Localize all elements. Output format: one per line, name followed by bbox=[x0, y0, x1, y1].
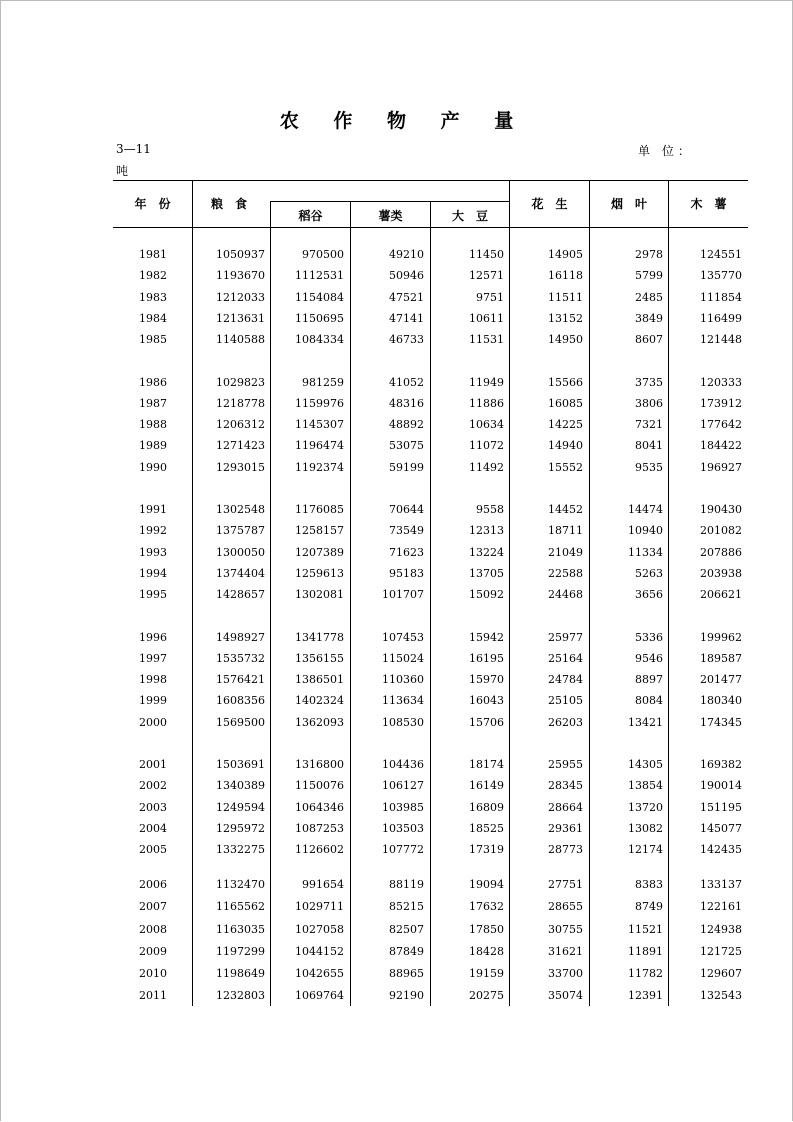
table-row bbox=[113, 373, 748, 393]
cell-cassava: 121725 bbox=[700, 944, 742, 958]
cell-cassava: 116499 bbox=[700, 311, 742, 325]
cell-tobacco: 8041 bbox=[635, 439, 663, 453]
cell-tobacco: 13082 bbox=[628, 821, 663, 835]
cell-rice: 1084334 bbox=[295, 333, 344, 347]
cell-rice: 1302081 bbox=[295, 588, 344, 602]
cell-grain: 1608356 bbox=[216, 694, 265, 708]
cell-tubers: 104436 bbox=[382, 758, 424, 771]
cell-grain: 1293015 bbox=[216, 460, 265, 474]
cell-cassava: 135770 bbox=[700, 269, 742, 283]
cell-tobacco: 11521 bbox=[628, 922, 663, 936]
table-row bbox=[113, 920, 748, 940]
cell-tobacco: 5336 bbox=[635, 630, 663, 644]
cell-grain: 1232803 bbox=[216, 988, 265, 1002]
cell-soybean: 9558 bbox=[476, 503, 504, 516]
table-row bbox=[113, 628, 748, 648]
cell-soybean: 17319 bbox=[469, 843, 504, 857]
cell-peanut: 16118 bbox=[548, 269, 583, 283]
cell-tobacco: 10940 bbox=[628, 524, 663, 538]
cell-tobacco: 5263 bbox=[635, 566, 663, 580]
cell-year: 1984 bbox=[139, 311, 167, 325]
cell-soybean: 11450 bbox=[469, 248, 504, 261]
cell-year: 2006 bbox=[139, 878, 167, 892]
cell-year: 1996 bbox=[139, 630, 167, 644]
cell-grain: 1050937 bbox=[216, 248, 265, 261]
cell-cassava: 142435 bbox=[700, 843, 742, 857]
cell-rice: 1027058 bbox=[295, 922, 344, 936]
cell-cassava: 201477 bbox=[700, 673, 742, 687]
cell-cassava: 132543 bbox=[700, 988, 742, 1002]
cell-peanut: 35074 bbox=[548, 988, 583, 1002]
cell-peanut: 24468 bbox=[548, 588, 583, 602]
table-row bbox=[113, 986, 748, 1006]
cell-tubers: 95183 bbox=[389, 566, 424, 580]
cell-peanut: 28664 bbox=[548, 800, 583, 814]
unit-value: 吨 bbox=[116, 164, 129, 178]
cell-grain: 1213631 bbox=[216, 311, 265, 325]
cell-rice: 970500 bbox=[302, 248, 344, 261]
cell-year: 1998 bbox=[139, 673, 167, 687]
cell-year: 2010 bbox=[139, 966, 167, 980]
cell-peanut: 13152 bbox=[548, 311, 583, 325]
cell-year: 1989 bbox=[139, 439, 167, 453]
cell-tobacco: 11782 bbox=[628, 966, 663, 980]
page-title: 农 作 物 产 量 bbox=[279, 110, 528, 132]
table-row bbox=[113, 288, 748, 308]
cell-year: 2000 bbox=[139, 715, 167, 729]
table-row bbox=[113, 543, 748, 563]
cell-peanut: 14950 bbox=[548, 333, 583, 347]
cell-grain: 1498927 bbox=[216, 630, 265, 644]
table-row bbox=[113, 330, 748, 350]
cell-soybean: 10634 bbox=[469, 418, 504, 432]
cell-tubers: 115024 bbox=[382, 651, 424, 665]
cell-tubers: 47141 bbox=[389, 311, 424, 325]
cell-cassava: 180340 bbox=[700, 694, 742, 708]
cell-peanut: 16085 bbox=[548, 396, 583, 410]
cell-rice: 1316800 bbox=[295, 758, 344, 771]
cell-soybean: 13705 bbox=[469, 566, 504, 580]
header-grain: 粮 食 bbox=[211, 197, 248, 211]
cell-peanut: 18711 bbox=[548, 524, 583, 538]
table-row bbox=[113, 964, 748, 984]
cell-year: 1991 bbox=[139, 503, 167, 516]
cell-rice: 1159976 bbox=[295, 396, 344, 410]
cell-year: 1983 bbox=[139, 290, 167, 304]
cell-tubers: 46733 bbox=[389, 333, 424, 347]
cell-year: 1995 bbox=[139, 588, 167, 602]
cell-rice: 1154084 bbox=[295, 290, 344, 304]
cell-tobacco: 3656 bbox=[635, 588, 663, 602]
cell-cassava: 174345 bbox=[700, 715, 742, 729]
cell-tobacco: 13421 bbox=[628, 715, 663, 729]
cell-cassava: 201082 bbox=[700, 524, 742, 538]
cell-peanut: 25164 bbox=[548, 651, 583, 665]
cell-rice: 1126602 bbox=[295, 843, 344, 857]
cell-peanut: 15566 bbox=[548, 375, 583, 389]
cell-grain: 1569500 bbox=[216, 715, 265, 729]
table-row bbox=[113, 798, 748, 818]
cell-tobacco: 8607 bbox=[635, 333, 663, 347]
table-row bbox=[113, 564, 748, 584]
cell-peanut: 30755 bbox=[548, 922, 583, 936]
header-peanut: 花 生 bbox=[531, 197, 568, 211]
cell-cassava: 120333 bbox=[700, 375, 742, 389]
cell-grain: 1197299 bbox=[216, 944, 265, 958]
cell-peanut: 24784 bbox=[548, 673, 583, 687]
header-year: 年 份 bbox=[134, 197, 171, 211]
header-rice: 稻谷 bbox=[298, 209, 323, 223]
cell-tubers: 103985 bbox=[382, 800, 424, 814]
cell-soybean: 16195 bbox=[469, 651, 504, 665]
header-top-rule bbox=[113, 180, 748, 181]
cell-tubers: 87849 bbox=[389, 944, 424, 958]
cell-soybean: 17850 bbox=[469, 922, 504, 936]
cell-peanut: 27751 bbox=[548, 878, 583, 892]
cell-peanut: 14452 bbox=[548, 503, 583, 516]
cell-year: 1985 bbox=[139, 333, 167, 347]
table-row bbox=[113, 670, 748, 690]
cell-grain: 1302548 bbox=[216, 503, 265, 516]
cell-rice: 1402324 bbox=[295, 694, 344, 708]
cell-soybean: 11949 bbox=[469, 375, 504, 389]
cell-tubers: 50946 bbox=[389, 269, 424, 283]
cell-cassava: 145077 bbox=[700, 821, 742, 835]
table-row bbox=[113, 875, 748, 895]
table-row bbox=[113, 691, 748, 711]
cell-year: 1982 bbox=[139, 269, 167, 283]
cell-cassava: 196927 bbox=[700, 460, 742, 474]
cell-rice: 1069764 bbox=[295, 988, 344, 1002]
cell-grain: 1374404 bbox=[216, 566, 265, 580]
cell-grain: 1535732 bbox=[216, 651, 265, 665]
cell-cassava: 190430 bbox=[700, 503, 742, 516]
cell-year: 1986 bbox=[139, 375, 167, 389]
cell-tobacco: 8749 bbox=[635, 900, 663, 914]
cell-peanut: 22588 bbox=[548, 566, 583, 580]
cell-year: 2002 bbox=[139, 779, 167, 793]
cell-soybean: 12313 bbox=[469, 524, 504, 538]
cell-grain: 1503691 bbox=[216, 758, 265, 771]
cell-year: 2003 bbox=[139, 800, 167, 814]
cell-rice: 1150076 bbox=[295, 779, 344, 793]
cell-tobacco: 13854 bbox=[628, 779, 663, 793]
cell-tubers: 41052 bbox=[389, 375, 424, 389]
cell-rice: 1029711 bbox=[295, 900, 344, 914]
cell-rice: 1176085 bbox=[295, 503, 344, 516]
cell-peanut: 14225 bbox=[548, 418, 583, 432]
table-row bbox=[113, 942, 748, 962]
cell-rice: 991654 bbox=[302, 878, 344, 892]
cell-rice: 1145307 bbox=[295, 418, 344, 432]
cell-soybean: 20275 bbox=[469, 988, 504, 1002]
header-soybean: 大 豆 bbox=[451, 209, 488, 223]
table-row bbox=[113, 840, 748, 860]
cell-year: 1994 bbox=[139, 566, 167, 580]
cell-rice: 1386501 bbox=[295, 673, 344, 687]
cell-cassava: 124551 bbox=[700, 248, 742, 261]
cell-soybean: 9751 bbox=[476, 290, 504, 304]
cell-year: 2008 bbox=[139, 922, 167, 936]
cell-tobacco: 3849 bbox=[635, 311, 663, 325]
cell-soybean: 19159 bbox=[469, 966, 504, 980]
cell-soybean: 11492 bbox=[469, 460, 504, 474]
cell-grain: 1212033 bbox=[216, 290, 265, 304]
cell-tubers: 53075 bbox=[389, 439, 424, 453]
cell-cassava: 189587 bbox=[700, 651, 742, 665]
cell-year: 1997 bbox=[139, 651, 167, 665]
cell-grain: 1332275 bbox=[216, 843, 265, 857]
cell-soybean: 16809 bbox=[469, 800, 504, 814]
cell-soybean: 15706 bbox=[469, 715, 504, 729]
cell-soybean: 19094 bbox=[469, 878, 504, 892]
cell-grain: 1375787 bbox=[216, 524, 265, 538]
cell-rice: 1196474 bbox=[295, 439, 344, 453]
cell-grain: 1249594 bbox=[216, 800, 265, 814]
cell-cassava: 203938 bbox=[700, 566, 742, 580]
cell-year: 2001 bbox=[139, 758, 167, 771]
cell-tubers: 88965 bbox=[389, 966, 424, 980]
cell-peanut: 25955 bbox=[548, 758, 583, 771]
header-cassava: 木 薯 bbox=[690, 197, 727, 211]
cell-grain: 1340389 bbox=[216, 779, 265, 793]
cell-cassava: 122161 bbox=[700, 900, 742, 914]
cell-tobacco: 9535 bbox=[635, 460, 663, 474]
cell-tobacco: 12391 bbox=[628, 988, 663, 1002]
cell-rice: 1192374 bbox=[295, 460, 344, 474]
cell-soybean: 18174 bbox=[469, 758, 504, 771]
cell-cassava: 121448 bbox=[700, 333, 742, 347]
cell-peanut: 11511 bbox=[548, 290, 583, 304]
table-row bbox=[113, 819, 748, 839]
cell-tubers: 70644 bbox=[389, 503, 424, 516]
cell-grain: 1206312 bbox=[216, 418, 265, 432]
cell-grain: 1576421 bbox=[216, 673, 265, 687]
table-header bbox=[113, 180, 748, 228]
cell-tubers: 101707 bbox=[382, 588, 424, 602]
cell-tobacco: 14474 bbox=[628, 503, 663, 516]
cell-grain: 1140588 bbox=[216, 333, 265, 347]
cell-grain: 1295972 bbox=[216, 821, 265, 835]
cell-tubers: 113634 bbox=[382, 694, 424, 708]
cell-tobacco: 8897 bbox=[635, 673, 663, 687]
cell-cassava: 151195 bbox=[700, 800, 742, 814]
cell-rice: 1150695 bbox=[295, 311, 344, 325]
cell-cassava: 133137 bbox=[700, 878, 742, 892]
table-number: 3—11 bbox=[116, 142, 151, 156]
cell-cassava: 206621 bbox=[700, 588, 742, 602]
cell-year: 2005 bbox=[139, 843, 167, 857]
cell-year: 1987 bbox=[139, 396, 167, 410]
cell-grain: 1165562 bbox=[216, 900, 265, 914]
table-row bbox=[113, 500, 748, 520]
table-row bbox=[113, 394, 748, 414]
cell-tubers: 47521 bbox=[389, 290, 424, 304]
cell-grain: 1428657 bbox=[216, 588, 265, 602]
cell-grain: 1163035 bbox=[216, 922, 265, 936]
cell-tubers: 59199 bbox=[389, 460, 424, 474]
cell-cassava: 173912 bbox=[700, 396, 742, 410]
cell-tobacco: 2978 bbox=[635, 248, 663, 261]
cell-peanut: 14940 bbox=[548, 439, 583, 453]
cell-grain: 1132470 bbox=[216, 878, 265, 892]
cell-soybean: 16043 bbox=[469, 694, 504, 708]
cell-peanut: 33700 bbox=[548, 966, 583, 980]
cell-peanut: 26203 bbox=[548, 715, 583, 729]
cell-grain: 1271423 bbox=[216, 439, 265, 453]
cell-soybean: 17632 bbox=[469, 900, 504, 914]
cell-tobacco: 2485 bbox=[635, 290, 663, 304]
cell-rice: 1207389 bbox=[295, 545, 344, 559]
cell-cassava: 207886 bbox=[700, 545, 742, 559]
cell-soybean: 15942 bbox=[469, 630, 504, 644]
cell-peanut: 25977 bbox=[548, 630, 583, 644]
cell-cassava: 199962 bbox=[700, 630, 742, 644]
table-row bbox=[113, 458, 748, 478]
cell-peanut: 15552 bbox=[548, 460, 583, 474]
header-tubers: 薯类 bbox=[378, 209, 403, 223]
cell-rice: 1064346 bbox=[295, 800, 344, 814]
cell-year: 2004 bbox=[139, 821, 167, 835]
cell-grain: 1029823 bbox=[216, 375, 265, 389]
cell-year: 1990 bbox=[139, 460, 167, 474]
cell-rice: 1356155 bbox=[295, 651, 344, 665]
cell-peanut: 31621 bbox=[548, 944, 583, 958]
cell-tobacco: 13720 bbox=[628, 800, 663, 814]
cell-tubers: 48892 bbox=[389, 418, 424, 432]
cell-tobacco: 14305 bbox=[628, 758, 663, 771]
cell-cassava: 184422 bbox=[700, 439, 742, 453]
header-sub-rule bbox=[270, 201, 509, 202]
cell-cassava: 190014 bbox=[700, 779, 742, 793]
table-row bbox=[113, 266, 748, 286]
cell-year: 1988 bbox=[139, 418, 167, 432]
cell-tubers: 73549 bbox=[389, 524, 424, 538]
cell-tubers: 108530 bbox=[382, 715, 424, 729]
cell-peanut: 25105 bbox=[548, 694, 583, 708]
table-row bbox=[113, 897, 748, 917]
cell-soybean: 15970 bbox=[469, 673, 504, 687]
table-row bbox=[113, 521, 748, 541]
cell-cassava: 177642 bbox=[700, 418, 742, 432]
table-row bbox=[113, 776, 748, 796]
cell-soybean: 18428 bbox=[469, 944, 504, 958]
cell-rice: 1341778 bbox=[295, 630, 344, 644]
cell-rice: 1112531 bbox=[295, 269, 344, 283]
cell-tobacco: 5799 bbox=[635, 269, 663, 283]
cell-rice: 1044152 bbox=[295, 944, 344, 958]
cell-rice: 1259613 bbox=[295, 566, 344, 580]
cell-peanut: 28655 bbox=[548, 900, 583, 914]
cell-tobacco: 3806 bbox=[635, 396, 663, 410]
cell-cassava: 129607 bbox=[700, 966, 742, 980]
cell-year: 1981 bbox=[139, 248, 167, 261]
cell-year: 1993 bbox=[139, 545, 167, 559]
cell-soybean: 16149 bbox=[469, 779, 504, 793]
cell-peanut: 28773 bbox=[548, 843, 583, 857]
cell-year: 2011 bbox=[139, 988, 167, 1002]
cell-year: 2007 bbox=[139, 900, 167, 914]
cell-cassava: 124938 bbox=[700, 922, 742, 936]
header-tobacco: 烟 叶 bbox=[610, 197, 647, 211]
cell-tubers: 49210 bbox=[389, 248, 424, 261]
cell-year: 2009 bbox=[139, 944, 167, 958]
cell-soybean: 11072 bbox=[469, 439, 504, 453]
cell-tobacco: 8383 bbox=[635, 878, 663, 892]
cell-tobacco: 9546 bbox=[635, 651, 663, 665]
cell-peanut: 29361 bbox=[548, 821, 583, 835]
table-row bbox=[113, 436, 748, 456]
cell-soybean: 11531 bbox=[469, 333, 504, 347]
table-row bbox=[113, 755, 748, 775]
cell-rice: 1258157 bbox=[295, 524, 344, 538]
cell-soybean: 18525 bbox=[469, 821, 504, 835]
cell-soybean: 15092 bbox=[469, 588, 504, 602]
cell-tubers: 71623 bbox=[389, 545, 424, 559]
cell-cassava: 111854 bbox=[700, 290, 742, 304]
cell-cassava: 169382 bbox=[700, 758, 742, 771]
cell-tobacco: 8084 bbox=[635, 694, 663, 708]
table-row bbox=[113, 585, 748, 605]
cell-tubers: 103503 bbox=[382, 821, 424, 835]
table-row bbox=[113, 415, 748, 435]
cell-grain: 1193670 bbox=[216, 269, 265, 283]
cell-tubers: 110360 bbox=[382, 673, 424, 687]
cell-soybean: 12571 bbox=[469, 269, 504, 283]
cell-rice: 1087253 bbox=[295, 821, 344, 835]
cell-rice: 1362093 bbox=[295, 715, 344, 729]
cell-peanut: 21049 bbox=[548, 545, 583, 559]
cell-peanut: 14905 bbox=[548, 248, 583, 261]
cell-rice: 1042655 bbox=[295, 966, 344, 980]
cell-tubers: 92190 bbox=[389, 988, 424, 1002]
cell-tubers: 48316 bbox=[389, 396, 424, 410]
cell-rice: 981259 bbox=[302, 375, 344, 389]
cell-tubers: 106127 bbox=[382, 779, 424, 793]
cell-tobacco: 12174 bbox=[628, 843, 663, 857]
cell-tubers: 88119 bbox=[389, 878, 424, 892]
cell-soybean: 13224 bbox=[469, 545, 504, 559]
table-row bbox=[113, 713, 748, 733]
cell-tobacco: 11891 bbox=[628, 944, 663, 958]
cell-soybean: 10611 bbox=[469, 311, 504, 325]
cell-tubers: 107453 bbox=[382, 630, 424, 644]
table-row bbox=[113, 649, 748, 669]
cell-year: 1999 bbox=[139, 694, 167, 708]
table-row bbox=[113, 245, 748, 265]
table-row bbox=[113, 309, 748, 329]
cell-tobacco: 7321 bbox=[635, 418, 663, 432]
cell-tubers: 107772 bbox=[382, 843, 424, 857]
cell-grain: 1300050 bbox=[216, 545, 265, 559]
cell-grain: 1218778 bbox=[216, 396, 265, 410]
cell-tubers: 82507 bbox=[389, 922, 424, 936]
unit-label: 单 位： bbox=[638, 144, 694, 158]
cell-soybean: 11886 bbox=[469, 396, 504, 410]
cell-tobacco: 11334 bbox=[628, 545, 663, 559]
cell-tubers: 85215 bbox=[389, 900, 424, 914]
cell-year: 1992 bbox=[139, 524, 167, 538]
cell-grain: 1198649 bbox=[216, 966, 265, 980]
cell-tobacco: 3735 bbox=[635, 375, 663, 389]
cell-peanut: 28345 bbox=[548, 779, 583, 793]
